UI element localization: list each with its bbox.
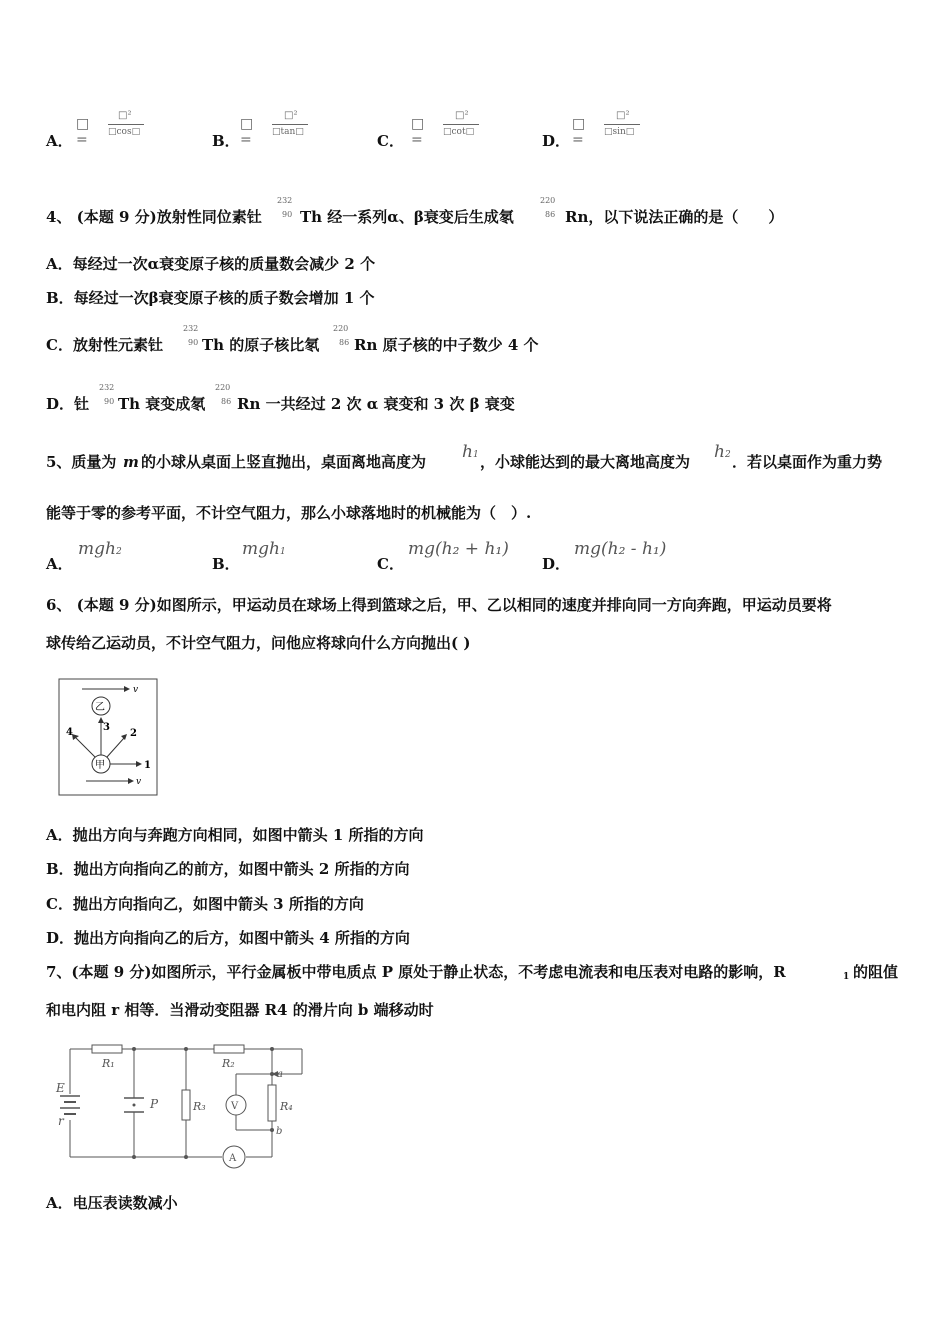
q3-d-bar [604,124,640,125]
q6-jia-label: 甲 [95,760,105,771]
q5-stem-a: 5、质量为 [46,453,117,471]
q7-voltmeter-label: V [231,1101,239,1112]
q5-h2-var [714,442,731,462]
q6-yi-label: 乙 [95,702,105,713]
q4-option-c-suf: Rn 原子核的中子数少 4 个 [354,336,539,354]
q3-d-num: □² [616,110,630,121]
q6-option-d: D．抛出方向指向乙的后方，如图中箭头 4 所指的方向 [46,929,410,947]
q4-option-d-suf: Rn 一共经过 2 次 α 衰变和 3 次 β 衰变 [237,395,515,413]
q7-stem-line2: 和电内阻 r 相等．当滑动变阻器 R4 的滑片向 b 端移动时 [46,1001,434,1019]
q3-b-num: □² [284,110,298,121]
q6-stem-line1: 6、 (本题 9 分)如图所示，甲运动员在球场上得到篮球之后，甲、乙以相同的速度并排向同一方向奔跑，甲运动员要将 [46,596,832,614]
q3-c-lhs: □ = [411,116,425,148]
q7-r1-sub: 1 [843,972,850,982]
q3-b-lhs: □ = [240,116,254,148]
q6-arrow-3-label: 3 [103,722,110,733]
q7-r1-resistor [92,1045,122,1053]
q4-c-rn-mass: 220 [333,324,349,333]
q6-option-b: B．抛出方向指向乙的前方，如图中箭头 2 所指的方向 [46,860,410,878]
q5-b-expr-sub: 1 [279,547,286,557]
q5-option-d-expr: mg(h₂ - h₁) [574,539,667,559]
q5-option-b-expr [242,539,286,559]
q5-a-expr-sub: 2 [115,547,122,557]
q7-r1-label: R₁ [102,1057,115,1070]
q7-node-4 [184,1155,188,1159]
q4-d-rn-mass: 220 [215,383,231,392]
q4-th-mass: 232 [277,196,293,205]
q5-h2-sub: 2 [724,450,731,460]
q7-r2-label: R₂ [222,1057,235,1070]
q4-rn-num: 86 [545,210,556,219]
q3-d-den: □sin□ [604,127,635,137]
q3-c-bar [443,124,479,125]
q5-option-c-letter: C． [377,555,404,573]
q6-arrow-2 [107,738,124,757]
q6-arrow-1-head [136,761,142,767]
q3-a-num: □² [118,110,132,121]
q3-option-d-letter: D． [542,132,571,150]
q4-option-a: A．每经过一次α衰变原子核的质量数会减少 2 个 [46,255,376,273]
q6-arrow-1-label: 1 [144,760,151,771]
q3-option-c-letter: C． [377,132,404,150]
q4-option-d-mid: Th 衰变成氡 [118,395,206,413]
q4-c-rn-num: 86 [339,338,350,347]
q5-option-a-letter: A． [46,555,73,573]
q3-b-den: □tan□ [272,127,304,137]
q4-d-rn-num: 86 [221,397,232,406]
q6-option-c: C．抛出方向指向乙，如图中箭头 3 所指的方向 [46,895,364,913]
q7-node-2 [184,1047,188,1051]
q7-r-label: r [58,1114,64,1128]
q3-a-den: □cos□ [108,127,141,137]
q4-option-c-mid: Th 的原子核比氡 [202,336,320,354]
q7-circuit [50,1040,310,1175]
q5-b-expr-text: mgh [242,539,280,559]
q7-r2-resistor [214,1045,244,1053]
q5-h1-var [462,442,479,462]
q5-h1-letter: h [462,442,473,462]
q3-a-bar [108,124,144,125]
q4-option-b: B．每经过一次β衰变原子核的质子数会增加 1 个 [46,289,375,307]
q7-node-1 [132,1047,136,1051]
q7-node-3 [132,1155,136,1159]
q6-arrow-2-label: 2 [130,728,137,739]
q3-a-lhs: □ = [76,116,90,148]
q3-d-lhs: □ = [572,116,586,148]
q7-node-a [270,1072,274,1076]
q7-option-a: A．电压表读数减小 [46,1194,178,1212]
q7-node-5 [270,1047,274,1051]
q6-top-velocity-head [124,686,130,692]
q3-b-bar [272,124,308,125]
q6-arrow-4-head [72,734,79,740]
q5-stem-line2: 能等于零的参考平面，不计空气阻力，那么小球落地时的机械能为（ ）. [46,504,532,522]
q4-stem-suffix: Rn，以下说法正确的是（ ） [565,208,784,226]
q6-arrow-2-head [121,734,127,740]
q3-c-num: □² [455,110,469,121]
q7-r4-resistor [268,1085,276,1121]
q4-option-c-pre: C．放射性元素钍 [46,336,163,354]
q4-stem-mid: Th 经一系列α、β衰变后生成氡 [300,208,514,226]
q7-charged-particle [133,1104,136,1107]
q5-stem-c: ，小球能达到的最大离地高度为 [480,453,691,471]
q5-option-c-expr: mg(h₂ + h₁) [408,539,509,559]
q7-r4-label: R₄ [280,1100,293,1113]
q6-option-a: A．抛出方向与奔跑方向相同，如图中箭头 1 所指的方向 [46,826,424,844]
q5-stem-d: ．若以桌面作为重力势 [732,453,883,471]
q4-rn-mass: 220 [540,196,556,205]
q6-bottom-v-label: v [136,777,142,787]
q4-d-th-num: 90 [104,397,115,406]
q6-arrow-4-label: 4 [66,727,73,738]
q4-c-th-num: 90 [188,338,199,347]
q5-a-expr-text: mgh [78,539,116,559]
q5-stem-b: 的小球从桌面上竖直抛出，桌面离地高度为 [141,453,427,471]
q7-e-label: E [56,1081,65,1095]
q7-r3-resistor [182,1090,190,1120]
q7-b-terminal-label: b [276,1126,283,1137]
q7-stem-a: 7、(本题 9 分)如图所示，平行金属板中带电质点 P 原处于静止状态，不考虑电流表和电压表对电路的影响，R [46,963,786,981]
q4-th-num: 90 [282,210,293,219]
q3-c-den: □cot□ [443,127,475,137]
q7-p-label: P [150,1097,159,1111]
q7-r3-label: R₃ [193,1100,206,1113]
q7-ammeter-label: A [229,1153,237,1164]
q7-a-terminal-label: a [277,1069,283,1080]
q5-mass-var: m [123,453,139,471]
q7-stem-b: 的阻值 [853,963,899,981]
q7-node-b [270,1128,274,1132]
q4-d-th-mass: 232 [99,383,115,392]
q6-arrow-4 [76,738,95,757]
q5-h1-sub: 1 [472,450,479,460]
q6-stem-line2: 球传给乙运动员，不计空气阻力，问他应将球向什么方向抛出( ) [46,634,471,652]
q3-option-a-letter: A． [46,132,73,150]
q5-option-a-expr [78,539,122,559]
q6-top-v-label: v [133,685,139,695]
q5-h2-letter: h [714,442,725,462]
q5-option-d-letter: D． [542,555,571,573]
q6-figure [58,678,158,796]
q4-stem-prefix: 4、 (本题 9 分)放射性同位素钍 [46,208,262,226]
q4-option-d-pre: D．钍 [46,395,90,413]
q6-bottom-velocity-head [128,778,134,784]
q3-option-b-letter: B． [212,132,240,150]
q5-option-b-letter: B． [212,555,240,573]
q4-c-th-mass: 232 [183,324,199,333]
